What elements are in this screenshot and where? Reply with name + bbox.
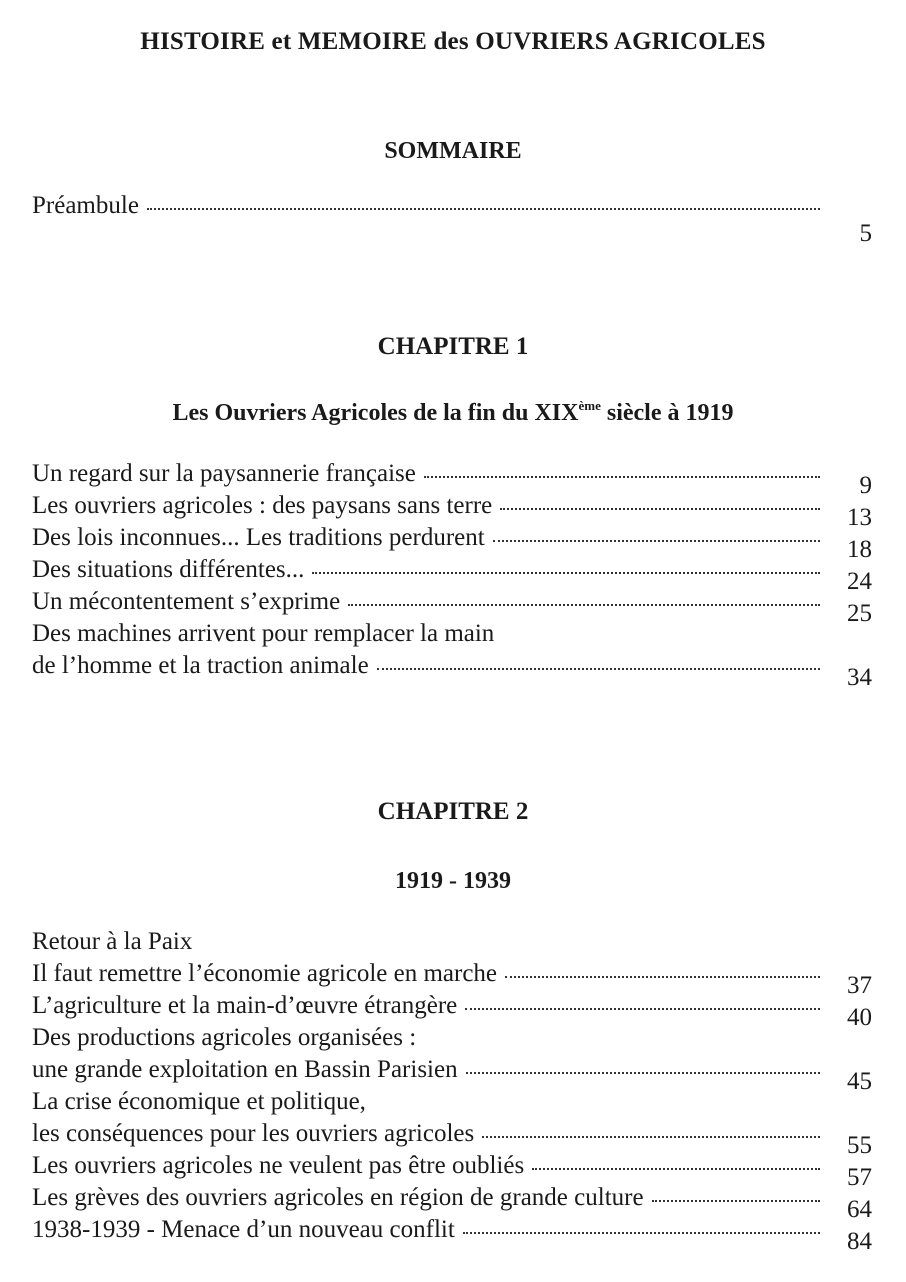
dot-leader xyxy=(500,508,820,510)
toc-entry xyxy=(32,492,872,531)
toc-entry xyxy=(32,652,872,691)
toc-entry-text: les conséquences pour les ouvriers agricoles xyxy=(32,1120,475,1147)
toc-entry-text: Des machines arrivent pour remplacer la main xyxy=(32,620,495,647)
toc-entry-page: 84 xyxy=(847,1228,872,1255)
toc-entry-text: Les ouvriers agricoles : des paysans sans terre xyxy=(32,492,493,519)
dot-leader xyxy=(463,1232,820,1234)
toc-entry xyxy=(32,992,872,1031)
toc-entry xyxy=(32,524,872,563)
chapter-2-label: CHAPITRE 2 xyxy=(377,798,529,825)
toc-entry-page: 64 xyxy=(847,1196,872,1223)
toc-entry-text: 1938-1939 - Menace d’un nouveau conflit xyxy=(32,1216,455,1243)
toc-entry-text: Retour à la Paix xyxy=(32,928,193,955)
toc-entry-text: Les ouvriers agricoles ne veulent pas être oubliés xyxy=(32,1152,525,1179)
dot-leader xyxy=(465,1008,820,1010)
toc-entry-page: 37 xyxy=(847,972,872,999)
toc-entry xyxy=(32,960,872,999)
toc-entry xyxy=(32,588,872,627)
toc-entry-text: Des situations différentes... xyxy=(32,556,305,583)
toc-entry xyxy=(32,1120,872,1159)
dot-leader xyxy=(532,1168,820,1170)
chapter-1-title xyxy=(0,398,906,427)
toc-entry-preamble xyxy=(32,192,872,247)
dot-leader xyxy=(348,604,820,606)
toc-entry xyxy=(32,556,872,595)
dot-leader xyxy=(147,208,820,210)
toc-entry-text: Il faut remettre l’économie agricole en marche xyxy=(32,960,498,987)
chapter-1-title-end: siècle à 1919 xyxy=(600,400,734,426)
preamble-section xyxy=(32,192,872,247)
chapter-1-title-sup: ème xyxy=(578,398,601,413)
toc-entry-text: de l’homme et la traction animale xyxy=(32,652,369,679)
sommaire-heading: SOMMAIRE xyxy=(384,138,522,164)
toc-entry-continued xyxy=(32,1088,872,1120)
toc-entry-page: 57 xyxy=(847,1164,872,1191)
toc-entry-text: Les grèves des ouvriers agricoles en région de grande culture xyxy=(32,1184,644,1211)
dot-leader xyxy=(505,976,820,978)
toc-entry-page: 40 xyxy=(847,1004,872,1031)
book-title: HISTOIRE et MEMOIRE des OUVRIERS AGRICOLES xyxy=(140,28,766,55)
toc-entry xyxy=(32,1216,872,1255)
dot-leader xyxy=(652,1200,820,1202)
toc-entry-text: L’agriculture et la main-d’œuvre étrangère xyxy=(32,992,458,1019)
toc-entry-continued xyxy=(32,620,872,652)
chapter-1-label: CHAPITRE 1 xyxy=(377,333,529,360)
chapter-1-toc xyxy=(32,460,872,691)
toc-entry-page: 55 xyxy=(847,1132,872,1159)
dot-leader xyxy=(377,668,820,670)
toc-entry-text: La crise économique et politique, xyxy=(32,1088,366,1115)
dot-leader xyxy=(466,1072,820,1074)
toc-entry-text: Un mécontentement s’exprime xyxy=(32,588,341,615)
toc-entry-text: Des productions agricoles organisées : xyxy=(32,1024,417,1051)
toc-entry-text: une grande exploitation en Bassin Parisien xyxy=(32,1056,458,1083)
dot-leader xyxy=(482,1136,820,1138)
toc-entry xyxy=(32,1152,872,1191)
toc-entry-text: Préambule xyxy=(32,192,139,219)
toc-entry-text: Des lois inconnues... Les traditions perdurent xyxy=(32,524,485,551)
dot-leader xyxy=(312,572,820,574)
toc-entry-page: 45 xyxy=(847,1068,872,1095)
toc-entry-page: 18 xyxy=(847,536,872,563)
toc-entry-continued xyxy=(32,1024,872,1056)
dot-leader xyxy=(493,540,820,542)
toc-entry xyxy=(32,1184,872,1223)
toc-entry-continued xyxy=(32,928,872,960)
chapter-2-toc xyxy=(32,928,872,1255)
toc-entry-page: 9 xyxy=(859,472,872,499)
toc-entry-text: Un regard sur la paysannerie française xyxy=(32,460,416,487)
toc-entry-page: 5 xyxy=(859,220,872,247)
toc-entry xyxy=(32,460,872,499)
toc-entry-page: 34 xyxy=(847,664,872,691)
chapter-2-subtitle: 1919 - 1939 xyxy=(395,868,511,894)
toc-entry-page: 25 xyxy=(847,600,872,627)
toc-entry-page: 13 xyxy=(847,504,872,531)
toc-entry-page: 24 xyxy=(847,568,872,595)
dot-leader xyxy=(424,476,820,478)
chapter-1-title-main: Les Ouvriers Agricoles de la fin du XIX xyxy=(172,400,579,426)
toc-entry xyxy=(32,1056,872,1095)
